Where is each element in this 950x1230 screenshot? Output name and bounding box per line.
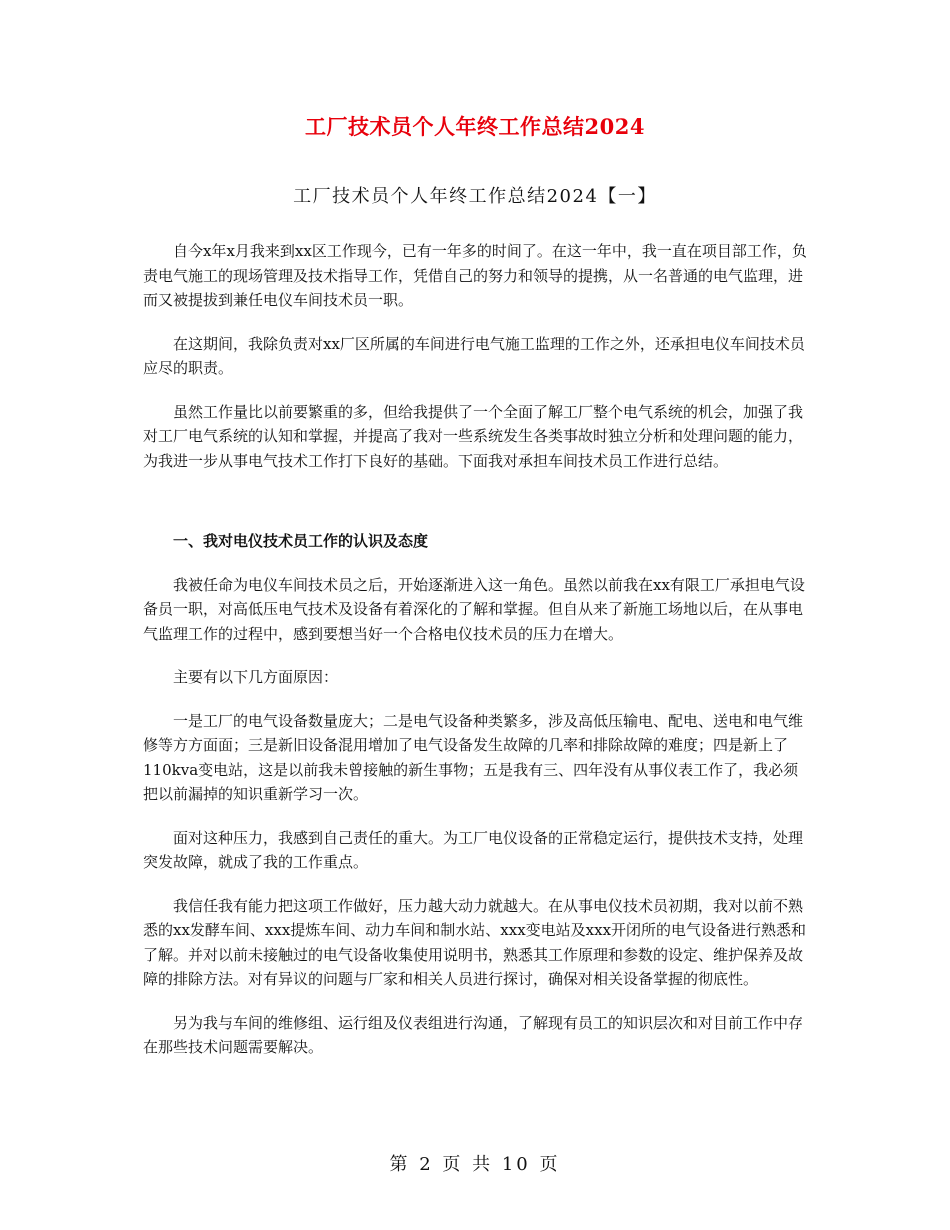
paragraph: 我被任命为电仪车间技术员之后，开始逐渐进入这一角色。虽然以前我在xx有限工厂承担电气设备员一职，对高低压电气技术及设备有着深化的了解和掌握。但自从来了新施工场地以后，在从事电气监理工作的过程中，感到要想当好一个合格电仪技术员的压力在增大。 [143,575,805,643]
section-heading: 一、我对电仪技术员工作的认识及态度 [173,532,429,550]
section-title: 工厂技术员个人年终工作总结2024【一】 [293,186,657,207]
document-title: 工厂技术员个人年终工作总结2024 [305,114,645,139]
paragraph: 自今x年x月我来到xx区工作现今，已有一年多的时间了。在这一年中，我一直在项目部工作，负责电气施工的现场管理及技术指导工作，凭借自己的努力和领导的提携，从一名普通的电气监理，进而又被提拔到兼任电仪车间技术员一职。 [143,242,807,309]
paragraph: 一是工厂的电气设备数量庞大；二是电气设备种类繁多，涉及高低压输电、配电、送电和电气维修等方方面面；三是新旧设备混用增加了电气设备发生故障的几率和排除故障的难度；四是新上了110kva变电站，这是以前我未曾接触的新生事物；五是我有三、四年没有从事仪表工作了，我必须把以前漏掉的知识重新学习一次。 [143,711,804,803]
paragraph: 我信任我有能力把这项工作做好，压力越大动力就越大。在从事电仪技术员初期，我对以前不熟悉的xx发酵车间、xxx提炼车间、动力车间和制水站、xxx变电站及xxx开闭所的电气设备进行熟悉和了解。并对以前未接触过的电气设备收集使用说明书，熟悉其工作原理和参数的设定、维护保养及故障的排除方法。对有异议的问题与厂家和相关人员进行探讨，确保对相关设备掌握的彻底性。 [143,896,807,988]
body-block-2 [143,529,813,1079]
body-block-1 [143,239,813,492]
paragraph: 面对这种压力，我感到自己责任的重大。为工厂电仪设备的正常稳定运行，提供技术支持，处理突发故障，就成了我的工作重点。 [143,828,804,871]
paragraph: 在这期间，我除负责对xx厂区所属的车间进行电气施工监理的工作之外，还承担电仪车间技术员应尽的职责。 [143,334,805,377]
paragraph: 虽然工作量比以前要繁重的多，但给我提供了一个全面了解工厂整个电气系统的机会，加强了我对工厂电气系统的认知和掌握，并提高了我对一些系统发生各类事故时独立分析和处理问题的能力，为我进一步从事电气技术工作打下良好的基础。下面我对承担车间技术员工作进行总结。 [143,402,804,470]
paragraph: 主要有以下几方面原因： [173,668,339,686]
paragraph: 另为我与车间的维修组、运行组及仪表组进行沟通，了解现有员工的知识层次和对目前工作中存在那些技术问题需要解决。 [143,1013,804,1056]
page-footer: 第 2 页 共 10 页 [389,1154,561,1175]
